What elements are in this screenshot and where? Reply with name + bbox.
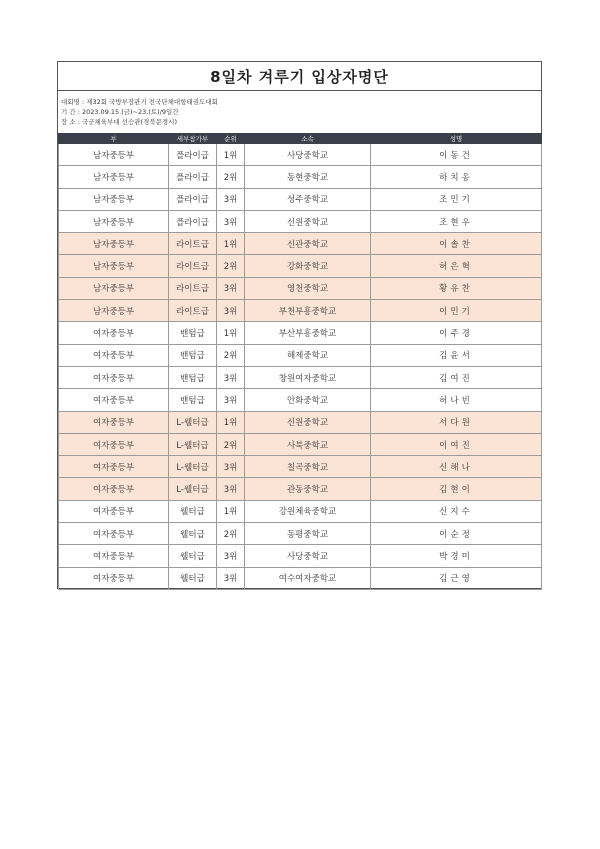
table-row — [59, 366, 542, 388]
cell-division: 남자중등부 — [59, 255, 169, 277]
table-row — [59, 411, 542, 433]
cell-school: 사당중학교 — [245, 144, 371, 166]
cell-weight-class: 밴텀급 — [169, 366, 217, 388]
cell-weight-class: 라이트급 — [169, 277, 217, 299]
cell-school: 성주중학교 — [245, 188, 371, 210]
cell-weight-class: L-웰터급 — [169, 456, 217, 478]
cell-division: 여자중등부 — [59, 366, 169, 388]
cell-name: 김윤서 — [371, 344, 542, 366]
cell-division: 남자중등부 — [59, 300, 169, 322]
event-period: 기 간 : 2023.09.15.(금)~23.(토)/9일간 — [61, 108, 179, 116]
cell-division: 여자중등부 — [59, 500, 169, 522]
cell-name: 이동건 — [371, 144, 542, 166]
cell-weight-class: L-웰터급 — [169, 411, 217, 433]
cell-division: 여자중등부 — [59, 545, 169, 567]
table-row — [59, 322, 542, 344]
cell-division: 남자중등부 — [59, 166, 169, 188]
cell-rank: 2위 — [217, 433, 245, 455]
cell-division: 남자중등부 — [59, 233, 169, 255]
cell-division: 여자중등부 — [59, 523, 169, 545]
cell-weight-class: 라이트급 — [169, 233, 217, 255]
results-document — [57, 61, 542, 589]
cell-weight-class: 웰터급 — [169, 500, 217, 522]
table-row — [59, 188, 542, 210]
cell-name: 허나빈 — [371, 389, 542, 411]
cell-weight-class: L-웰터급 — [169, 433, 217, 455]
cell-division: 여자중등부 — [59, 478, 169, 500]
table-row — [59, 166, 542, 188]
cell-division: 여자중등부 — [59, 344, 169, 366]
cell-school: 해제중학교 — [245, 344, 371, 366]
cell-rank: 2위 — [217, 166, 245, 188]
cell-name: 김현이 — [371, 478, 542, 500]
cell-weight-class: 웰터급 — [169, 545, 217, 567]
cell-weight-class: 라이트급 — [169, 255, 217, 277]
cell-rank: 1위 — [217, 411, 245, 433]
cell-weight-class: 라이트급 — [169, 300, 217, 322]
cell-rank: 3위 — [217, 366, 245, 388]
cell-rank: 3위 — [217, 277, 245, 299]
cell-rank: 2위 — [217, 523, 245, 545]
cell-school: 강원체육중학교 — [245, 500, 371, 522]
cell-rank: 3위 — [217, 456, 245, 478]
page-title: 8일차 겨루기 입상자명단 — [210, 68, 389, 86]
cell-name: 이여진 — [371, 433, 542, 455]
cell-weight-class: 플라이급 — [169, 144, 217, 166]
cell-school: 신원중학교 — [245, 210, 371, 232]
cell-division: 여자중등부 — [59, 411, 169, 433]
cell-school: 사북중학교 — [245, 433, 371, 455]
cell-name: 이솔찬 — [371, 233, 542, 255]
cell-rank: 3위 — [217, 210, 245, 232]
cell-division: 남자중등부 — [59, 188, 169, 210]
title-divider — [58, 90, 541, 91]
cell-rank: 3위 — [217, 567, 245, 589]
table-row — [59, 545, 542, 567]
table-row — [59, 478, 542, 500]
cell-name: 이민기 — [371, 300, 542, 322]
cell-name: 조민기 — [371, 188, 542, 210]
cell-weight-class: 밴텀급 — [169, 344, 217, 366]
cell-school: 사당중학교 — [245, 545, 371, 567]
cell-division: 여자중등부 — [59, 433, 169, 455]
cell-name: 신지수 — [371, 500, 542, 522]
cell-name: 김근영 — [371, 567, 542, 589]
header-rank: 순위 — [217, 134, 245, 144]
cell-school: 영천중학교 — [245, 277, 371, 299]
table-row — [59, 255, 542, 277]
cell-weight-class: 웰터급 — [169, 567, 217, 589]
cell-rank: 1위 — [217, 144, 245, 166]
table-row — [59, 300, 542, 322]
table-row — [59, 523, 542, 545]
cell-school: 칠곡중학교 — [245, 456, 371, 478]
cell-division: 남자중등부 — [59, 210, 169, 232]
cell-division: 남자중등부 — [59, 144, 169, 166]
table-row — [59, 389, 542, 411]
event-venue: 장 소 : 국군체육부대 선승관(경북문경시) — [61, 118, 177, 126]
table-row — [59, 233, 542, 255]
cell-division: 남자중등부 — [59, 277, 169, 299]
table-header-row — [59, 134, 542, 144]
table-row — [59, 210, 542, 232]
cell-rank: 3위 — [217, 188, 245, 210]
cell-division: 여자중등부 — [59, 456, 169, 478]
cell-school: 부천부흥중학교 — [245, 300, 371, 322]
cell-weight-class: 플라이급 — [169, 210, 217, 232]
cell-weight-class: 플라이급 — [169, 188, 217, 210]
cell-rank: 3위 — [217, 389, 245, 411]
winners-table — [58, 133, 542, 590]
cell-school: 관동중학교 — [245, 478, 371, 500]
table-row — [59, 500, 542, 522]
cell-name: 김여진 — [371, 366, 542, 388]
cell-school: 동현중학교 — [245, 166, 371, 188]
cell-name: 조현우 — [371, 210, 542, 232]
table-row — [59, 567, 542, 589]
cell-name: 서다원 — [371, 411, 542, 433]
cell-school: 안화중학교 — [245, 389, 371, 411]
cell-weight-class: 플라이급 — [169, 166, 217, 188]
cell-name: 신해나 — [371, 456, 542, 478]
cell-name: 이순정 — [371, 523, 542, 545]
header-name: 성명 — [371, 134, 542, 144]
cell-name: 박경미 — [371, 545, 542, 567]
cell-rank: 3위 — [217, 545, 245, 567]
table-row — [59, 433, 542, 455]
cell-rank: 3위 — [217, 478, 245, 500]
cell-name: 이주경 — [371, 322, 542, 344]
cell-school: 신원중학교 — [245, 411, 371, 433]
cell-name: 하치옹 — [371, 166, 542, 188]
cell-weight-class: 밴텀급 — [169, 322, 217, 344]
cell-rank: 2위 — [217, 255, 245, 277]
cell-rank: 2위 — [217, 344, 245, 366]
cell-weight-class: 웰터급 — [169, 523, 217, 545]
cell-rank: 1위 — [217, 500, 245, 522]
header-weight-class: 세부참가부 — [169, 134, 217, 144]
table-row — [59, 277, 542, 299]
cell-rank: 1위 — [217, 322, 245, 344]
cell-weight-class: 밴텀급 — [169, 389, 217, 411]
cell-rank: 1위 — [217, 233, 245, 255]
header-division: 부 — [59, 134, 169, 144]
cell-school: 창원여자중학교 — [245, 366, 371, 388]
cell-weight-class: L-웰터급 — [169, 478, 217, 500]
cell-school: 강화중학교 — [245, 255, 371, 277]
table-row — [59, 344, 542, 366]
cell-name: 황유찬 — [371, 277, 542, 299]
cell-rank: 3위 — [217, 300, 245, 322]
cell-school: 부산부흥중학교 — [245, 322, 371, 344]
table-row — [59, 456, 542, 478]
cell-school: 여수여자중학교 — [245, 567, 371, 589]
header-school: 소속 — [245, 134, 371, 144]
cell-division: 여자중등부 — [59, 567, 169, 589]
cell-division: 여자중등부 — [59, 389, 169, 411]
cell-school: 동평중학교 — [245, 523, 371, 545]
cell-school: 신관중학교 — [245, 233, 371, 255]
event-name: 대회명 : 제32회 국방부장관기 전국단체대항태권도대회 — [61, 98, 218, 106]
cell-name: 허은혁 — [371, 255, 542, 277]
table-row — [59, 144, 542, 166]
cell-division: 여자중등부 — [59, 322, 169, 344]
